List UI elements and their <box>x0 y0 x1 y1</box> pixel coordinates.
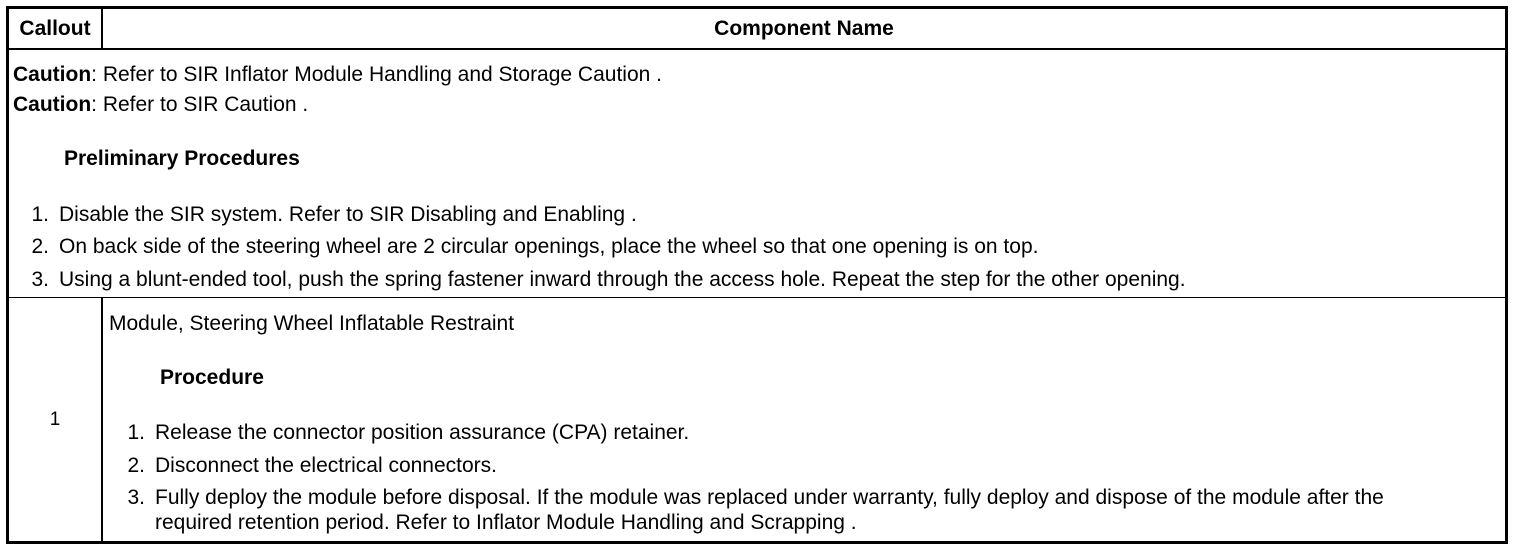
preliminary-section <box>9 50 1505 298</box>
preliminary-procedures-heading: Preliminary Procedures <box>64 147 300 170</box>
step-text: Using a blunt-ended tool, push the spring fastener inward through the access hole. Repeat the step for the other opening. <box>59 268 1186 291</box>
step-number: 2. <box>31 235 49 258</box>
step-text: Release the connector position assurance (CPA) retainer. <box>155 421 690 444</box>
step-number: 2. <box>127 454 145 477</box>
component-table <box>6 6 1508 544</box>
caution-notice <box>13 92 308 117</box>
callout-number: 1 <box>49 409 61 430</box>
caution-label: Caution <box>13 63 92 86</box>
callout-column-header: Callout <box>9 9 103 48</box>
step-text: Disconnect the electrical connectors. <box>155 454 497 477</box>
procedure-heading: Procedure <box>160 366 264 389</box>
table-header-row <box>9 9 1505 50</box>
step-number: 1. <box>31 203 49 226</box>
step-number: 3. <box>31 268 49 291</box>
callout-cell <box>9 298 103 541</box>
component-name-column-header: Component Name <box>714 16 894 40</box>
component-name: Module, Steering Wheel Inflatable Restraint <box>109 312 515 335</box>
step-text: On back side of the steering wheel are 2 circular openings, place the wheel so that one opening is on top. <box>59 235 1039 258</box>
caution-text: : Refer to SIR Caution . <box>91 93 309 116</box>
step-number: 1. <box>127 421 145 444</box>
caution-notice <box>13 62 662 87</box>
step-text: Disable the SIR system. Refer to SIR Disabling and Enabling . <box>59 203 637 226</box>
caution-label: Caution <box>13 93 92 116</box>
table-row <box>9 298 1505 541</box>
caution-text: : Refer to SIR Inflator Module Handling and Storage Caution . <box>91 63 662 86</box>
step-text: Fully deploy the module before disposal. If the module was replaced under warranty, fully deploy and dispose of the module after the required retention period. Refer to Inflator Module Handling and Scrapping . <box>155 486 1384 535</box>
step-number: 3. <box>127 486 145 509</box>
component-cell <box>103 298 1505 541</box>
